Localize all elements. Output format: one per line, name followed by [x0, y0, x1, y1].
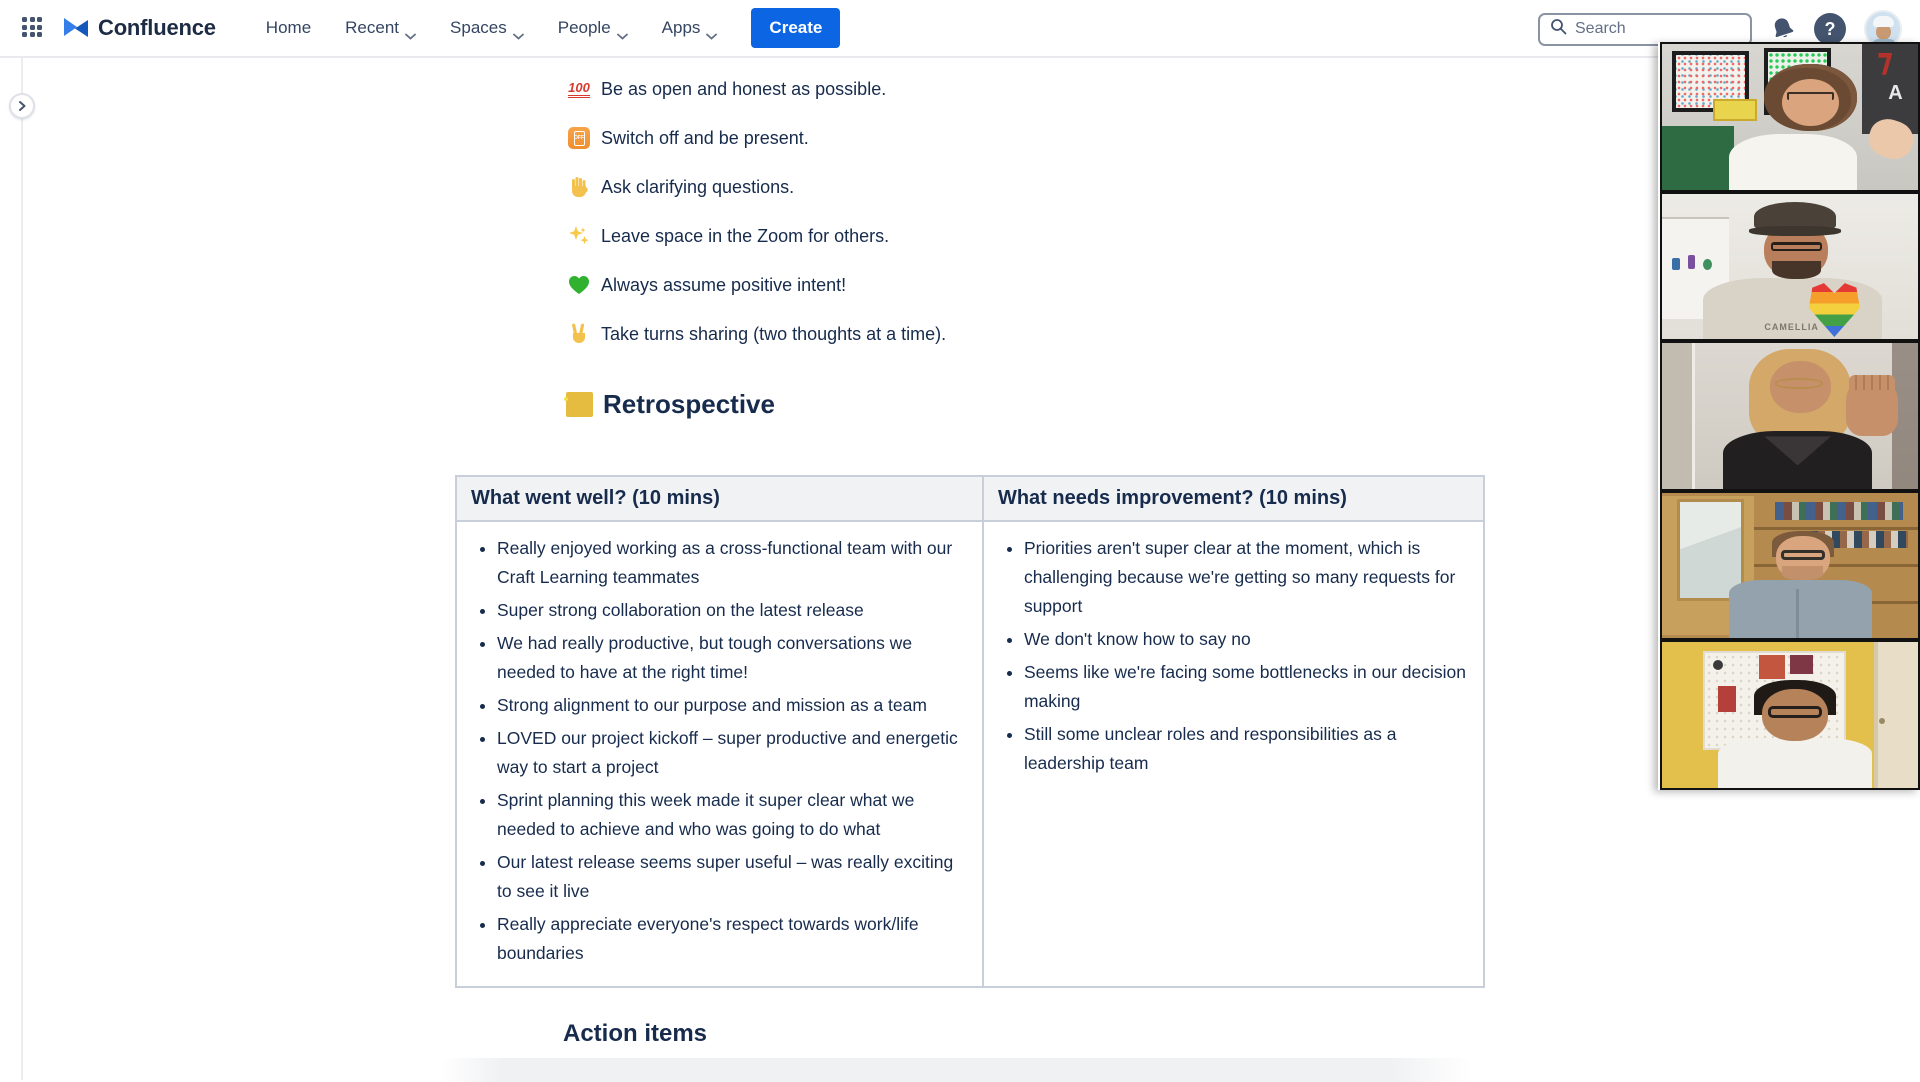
door-knob: [1879, 718, 1885, 724]
yellow-sign: [1713, 99, 1757, 121]
nav-apps-label: Apps: [661, 18, 701, 37]
victory-hand-icon: [566, 322, 592, 346]
video-tile-participant-5[interactable]: [1660, 640, 1920, 790]
nav-item-spaces[interactable]: [438, 10, 536, 46]
pegboard-poster: [1790, 655, 1813, 674]
ground-rule-item: [566, 77, 946, 101]
table-header-needs-improvement: What needs improvement? (10 mins): [983, 476, 1484, 521]
nav-item-apps[interactable]: [650, 10, 730, 46]
pegboard-poster: [1759, 655, 1785, 678]
video-tile-participant-2[interactable]: [1660, 192, 1920, 342]
chevron-down-icon: [617, 25, 628, 32]
shelf-object: [1688, 255, 1695, 269]
participant-stubble: [1782, 566, 1823, 581]
confluence-wordmark: Confluence: [98, 15, 216, 40]
list-item: • Priorities aren't super clear at the moment, which is challenging because we're getting so many requests for support: [1024, 534, 1473, 621]
list-item: • Sprint planning this week made it super clear what we needed to achieve and who was going to do what: [497, 786, 972, 844]
list-item: • Really appreciate everyone's respect towards work/life boundaries: [497, 910, 972, 968]
ground-rules-list: [566, 77, 946, 371]
chevron-down-icon: [706, 25, 717, 32]
ground-rule-text: Ask clarifying questions.: [601, 176, 795, 197]
nav-item-people[interactable]: [546, 10, 640, 46]
avatar-cap: [1873, 16, 1894, 27]
search-input[interactable]: [1575, 20, 1735, 38]
retrospective-heading: [566, 389, 775, 420]
search-icon: [1550, 18, 1567, 40]
participant-body: [1718, 738, 1872, 790]
shirt-placket: [1796, 589, 1799, 641]
phone-off-icon: OFF: [566, 126, 592, 150]
ground-rule-text: Be as open and honest as possible.: [601, 78, 887, 99]
list-item: • Still some unclear roles and responsibilities as a leadership team: [1024, 720, 1473, 778]
top-navigation: [0, 0, 1920, 58]
framed-picture-icon: [566, 392, 593, 417]
list-item: • Our latest release seems super useful – was really exciting to see it live: [497, 848, 972, 906]
nav-home-label: Home: [265, 18, 312, 37]
list-item: • We don't know how to say no: [1024, 625, 1473, 654]
pegboard-tool: [1713, 660, 1723, 670]
list-item: • We had really productive, but tough conversations we needed to have at the right time!: [497, 629, 972, 687]
sparkles-icon: [566, 224, 592, 248]
ground-rule-item: [566, 175, 946, 199]
list-item: • LOVED our project kickoff – super productive and energetic way to start a project: [497, 724, 972, 782]
video-call-strip: [1658, 42, 1920, 790]
nav-item-recent[interactable]: [333, 10, 428, 46]
list-item: • Seems like we're facing some bottlenecks in our decision making: [1024, 658, 1473, 716]
shirt-text: CAMELLIA: [1764, 321, 1819, 332]
shelf-object: [1672, 258, 1680, 270]
participant-body: [1729, 580, 1872, 640]
participant-glasses: [1787, 92, 1833, 100]
nav-people-label: People: [557, 18, 611, 37]
retrospective-table: [455, 475, 1485, 988]
pegboard-poster: [1718, 686, 1736, 712]
raised-hand-icon: [566, 175, 592, 199]
confluence-logo[interactable]: [62, 15, 216, 41]
sidebar-divider: [21, 58, 23, 1080]
ground-rule-item: [566, 126, 946, 150]
next-section-edge: [440, 1058, 1472, 1082]
nav-spaces-label: Spaces: [450, 18, 507, 37]
sidebar-expand-button[interactable]: [9, 93, 35, 119]
app-switcher-icon[interactable]: [22, 17, 44, 39]
window-frame: [1662, 343, 1695, 489]
action-items-heading: Action items: [563, 1020, 708, 1047]
table-header-went-well: What went well? (10 mins): [456, 476, 983, 521]
participant-glasses: [1775, 378, 1824, 389]
chevron-down-icon: [513, 25, 524, 32]
ground-rule-item: [566, 224, 946, 248]
primary-nav: [254, 10, 730, 46]
nav-recent-label: Recent: [345, 18, 400, 37]
green-cabinet: [1662, 126, 1734, 190]
raised-hand-fingers: [1849, 375, 1895, 390]
ground-rule-item: [566, 322, 946, 346]
video-tile-participant-3[interactable]: [1660, 341, 1920, 491]
list-item: • Super strong collaboration on the latest release: [497, 596, 972, 625]
participant-glasses: [1771, 242, 1822, 251]
needs-improvement-list: [998, 534, 1473, 778]
retrospective-heading-text: Retrospective: [603, 389, 775, 419]
confluence-logo-icon: [62, 15, 90, 41]
help-icon[interactable]: [1814, 13, 1846, 45]
ground-rule-text: Always assume positive intent!: [601, 274, 847, 295]
create-button[interactable]: Create: [751, 8, 840, 48]
video-tile-participant-1[interactable]: [1660, 42, 1920, 192]
ground-rule-text: Switch off and be present.: [601, 127, 809, 148]
participant-face: [1782, 79, 1838, 126]
cap-brim: [1749, 226, 1841, 236]
ground-rule-item: [566, 273, 946, 297]
chevron-right-icon: [17, 100, 27, 112]
participant-body: [1729, 134, 1857, 191]
list-item: • Strong alignment to our purpose and mission as a team: [497, 691, 972, 720]
list-item: • Really enjoyed working as a cross-functional team with our Craft Learning teammates: [497, 534, 972, 592]
door: [1874, 642, 1918, 788]
help-glyph: ?: [1824, 18, 1836, 39]
participant-glasses: [1781, 550, 1825, 560]
hundred-points-icon: 100: [566, 77, 592, 101]
nav-item-home[interactable]: [254, 10, 323, 46]
participant-glasses: [1768, 706, 1822, 718]
went-well-list: [471, 534, 972, 968]
needs-improvement-cell: [983, 521, 1484, 987]
search-box[interactable]: [1538, 13, 1752, 46]
notifications-bell-icon[interactable]: [1767, 13, 1800, 46]
bookshelf-books: [1775, 502, 1903, 521]
participant-beard: [1772, 261, 1821, 280]
chevron-down-icon: [405, 25, 416, 32]
video-tile-participant-4[interactable]: [1660, 491, 1920, 641]
shelf-object: [1703, 259, 1712, 270]
green-heart-icon: [566, 273, 592, 297]
ground-rule-text: Take turns sharing (two thoughts at a time).: [601, 323, 947, 344]
ground-rule-text: Leave space in the Zoom for others.: [601, 225, 890, 246]
letter-decor: A: [1888, 81, 1903, 104]
went-well-cell: [456, 521, 983, 987]
